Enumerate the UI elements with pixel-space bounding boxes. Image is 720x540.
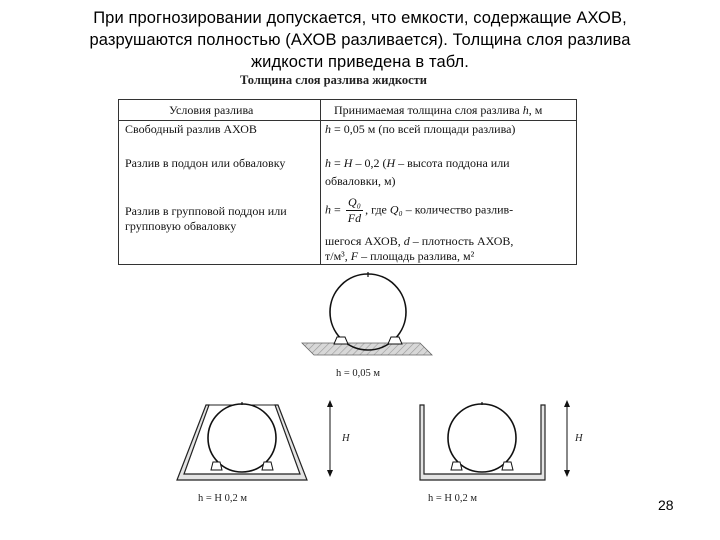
dim-arrow-up bbox=[564, 400, 570, 407]
height-label-right: H bbox=[575, 433, 583, 444]
tray-sloped-diagram bbox=[177, 400, 333, 480]
row3-var-d: d bbox=[403, 234, 410, 248]
row1-condition: Свободный разлив АХОВ bbox=[125, 122, 257, 136]
col2-header-var: h bbox=[522, 103, 529, 117]
row3-condition-line1: Разлив в групповой поддон или bbox=[125, 204, 287, 218]
row2-eq: = bbox=[331, 156, 344, 170]
dim-arrow-down bbox=[327, 470, 333, 477]
row3-formula-line1: h = $\frac{\text{Q₀}}{Fd}$ , где Q₀ – количество разлив- bbox=[325, 195, 514, 225]
col1-header: Условия разлива bbox=[169, 103, 254, 117]
dim-arrow-up bbox=[327, 400, 333, 407]
tank-support-left bbox=[211, 462, 222, 470]
row3-var-q: Q₀ bbox=[389, 202, 403, 217]
row3-condition-line2: групповую обваловку bbox=[125, 219, 237, 233]
row3-line2-b: – плотность АХОВ, bbox=[409, 234, 514, 248]
row3-frac-den: Fd bbox=[347, 211, 362, 225]
row3-rest: – количество разлив- bbox=[402, 202, 514, 217]
page-number: 28 bbox=[658, 497, 674, 513]
tank-support-left bbox=[334, 337, 348, 344]
free-spill-diagram bbox=[302, 272, 432, 355]
tray-vertical-diagram bbox=[420, 400, 570, 480]
tank-support-right bbox=[262, 462, 273, 470]
row3-var-F: F bbox=[350, 249, 359, 263]
row2-formula-line2: обваловки, м) bbox=[325, 174, 396, 188]
row2-var-h: h bbox=[325, 156, 331, 170]
row2-condition: Разлив в поддон или обваловку bbox=[125, 156, 286, 170]
row2-text: – 0,2 ( bbox=[352, 156, 387, 170]
tank-support-left bbox=[451, 462, 462, 470]
ground-surface bbox=[302, 343, 432, 355]
tray-left-label: h = H 0,2 м bbox=[198, 493, 248, 504]
row3-where: , где bbox=[365, 202, 390, 217]
col2-header-unit: , м bbox=[528, 103, 543, 117]
tank-support-right bbox=[502, 462, 513, 470]
free-spill-label: h = 0,05 м bbox=[336, 368, 381, 379]
tank-support-right bbox=[388, 337, 402, 344]
row1-text: = 0,05 м (по всей площади разлива) bbox=[331, 122, 516, 136]
row3-frac-num: Q₀ bbox=[346, 195, 363, 211]
row3-line2-a: шегося АХОВ, bbox=[325, 234, 404, 248]
table-caption: Толщина слоя разлива жидкости bbox=[240, 73, 427, 87]
header-line-1: При прогнозировании допускается, что емкости, содержащие АХОВ, bbox=[93, 9, 627, 27]
row1-var-h: h bbox=[325, 122, 331, 136]
header-line-3: жидкости приведена в табл. bbox=[251, 53, 469, 71]
header-line-2: разрушаются полностью (АХОВ разливается). Толщина слоя разлива bbox=[89, 31, 631, 49]
row2-var-H2: H bbox=[386, 156, 396, 170]
col2-header-text: Принимаемая толщина слоя разлива bbox=[334, 103, 520, 117]
row3-var-h: h bbox=[325, 202, 331, 217]
tray-right-label: h = H 0,2 м bbox=[428, 493, 478, 504]
row3-line3-b: – площадь разлива, м² bbox=[358, 249, 475, 263]
row2-var-H: H bbox=[343, 156, 353, 170]
dim-arrow-down bbox=[564, 470, 570, 477]
height-label-left: H bbox=[342, 433, 350, 444]
row3-line3-a: т/м³, bbox=[325, 249, 351, 263]
row2-rest: – высота поддона или bbox=[395, 156, 510, 170]
